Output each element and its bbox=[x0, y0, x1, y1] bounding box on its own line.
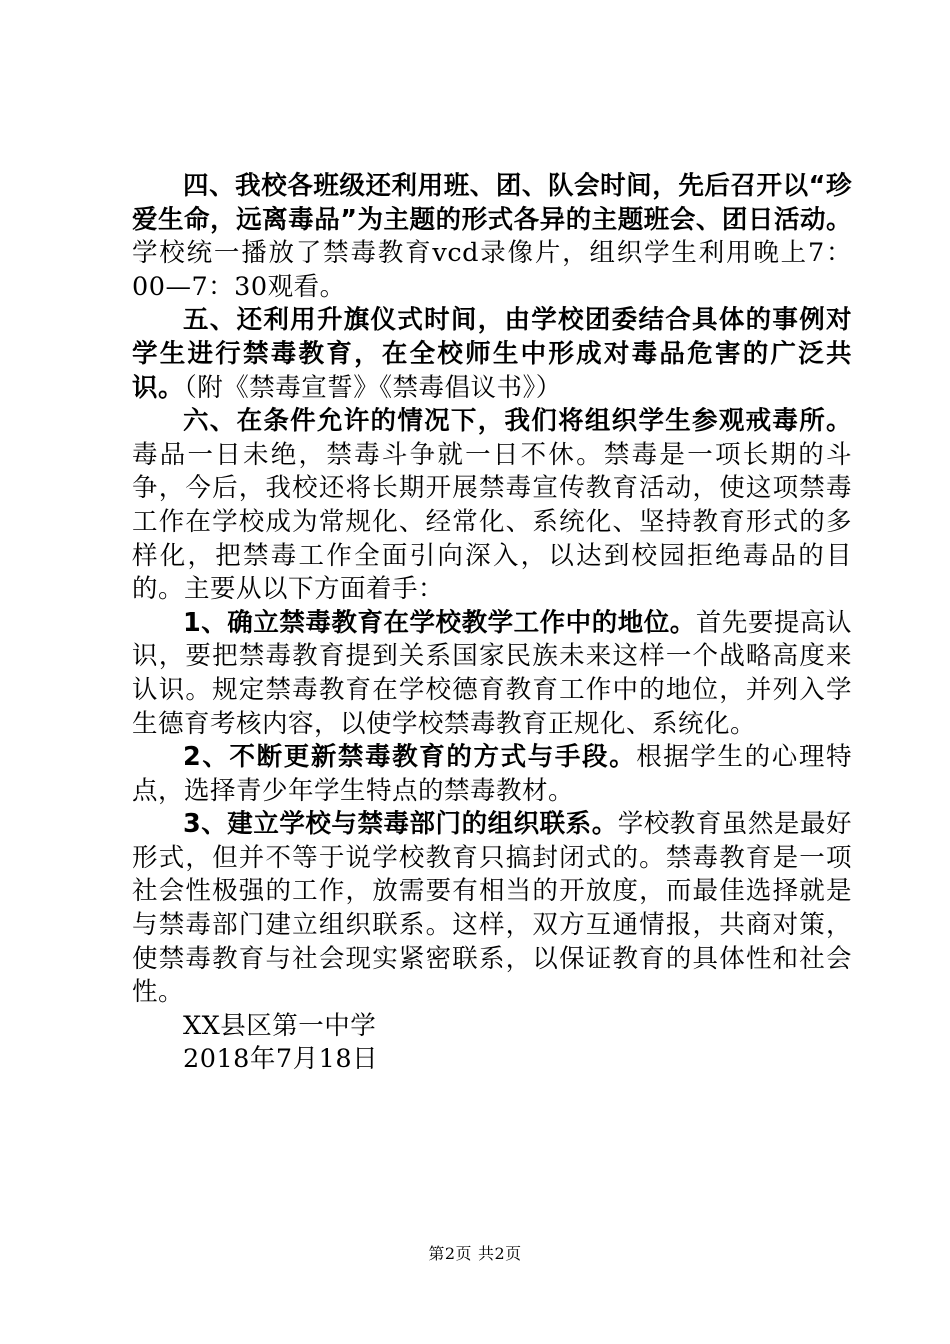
list-item-1 bbox=[132, 607, 852, 741]
paragraph-heading: 四、我校各班级还利用班、团、队会时间，先后召开以“珍爱生命，远离毒品”为主题的形式各异的主题班会、团日活动。 bbox=[132, 171, 852, 235]
paragraph-6 bbox=[132, 405, 852, 607]
list-item-text: 首先要提高认识，要把禁毒教育提到关系国家民族未来这样一个战略高度来认识。规定禁毒教育在学校德育教育工作中的地位，并列入学生德育考核内容，以使学校禁毒教育正规化、系统化。 bbox=[132, 607, 852, 739]
paragraph-heading: 五、还利用升旗仪式时间，由学校团委结合具体的事例对学生进行禁毒教育，在全校师生中形成对毒品危害的广泛共识。 bbox=[132, 305, 852, 403]
paragraph-text: （附《禁毒宣誓》《禁毒倡议书》） bbox=[184, 372, 562, 403]
document-body bbox=[132, 170, 852, 1077]
list-item-2 bbox=[132, 741, 852, 808]
paragraph-4 bbox=[132, 170, 852, 304]
list-item-heading: 2、不断更新禁毒教育的方式与手段。 bbox=[183, 742, 637, 773]
page-number: 第2页 bbox=[428, 1244, 472, 1263]
paragraph-text: 学校统一播放了禁毒教育vcd录像片，组织学生利用晚上7：00—7：30观看。 bbox=[132, 238, 852, 302]
list-item-heading: 3、建立学校与禁毒部门的组织联系。 bbox=[183, 809, 618, 840]
paragraph-text: 毒品一日未绝，禁毒斗争就一日不休。禁毒是一项长期的斗争，今后，我校还将长期开展禁毒宣传教育活动，使这项禁毒工作在学校成为常规化、经常化、系统化、坚持教育形式的多样化，把禁毒工作全面引向深入，以达到校园拒绝毒品的目的。主要从以下方面着手： bbox=[132, 439, 852, 605]
page-total: 共2页 bbox=[478, 1244, 522, 1263]
list-item-text: 根据学生的心理特点，选择青少年学生特点的禁毒教材。 bbox=[132, 742, 852, 806]
list-item-3 bbox=[132, 808, 852, 1010]
document-date: 2018年7月18日 bbox=[183, 1044, 379, 1075]
paragraph-heading: 六、在条件允许的情况下，我们将组织学生参观戒毒所。 bbox=[183, 406, 852, 437]
list-item-heading: 1、确立禁毒教育在学校教学工作中的地位。 bbox=[183, 607, 696, 638]
paragraph-5 bbox=[132, 304, 852, 405]
page-footer bbox=[0, 1244, 950, 1264]
list-item-text: 学校教育虽然是最好形式，但并不等于说学校教育只搞封闭式的。禁毒教育是一项社会性极强的工作，放需要有相当的开放度，而最佳选择就是与禁毒部门建立组织联系。这样，双方互通情报，共商对策，使禁毒教育与社会现实紧密联系，以保证教育的具体性和社会性。 bbox=[132, 809, 852, 1008]
signature: XX县区第一中学 bbox=[183, 1010, 377, 1041]
